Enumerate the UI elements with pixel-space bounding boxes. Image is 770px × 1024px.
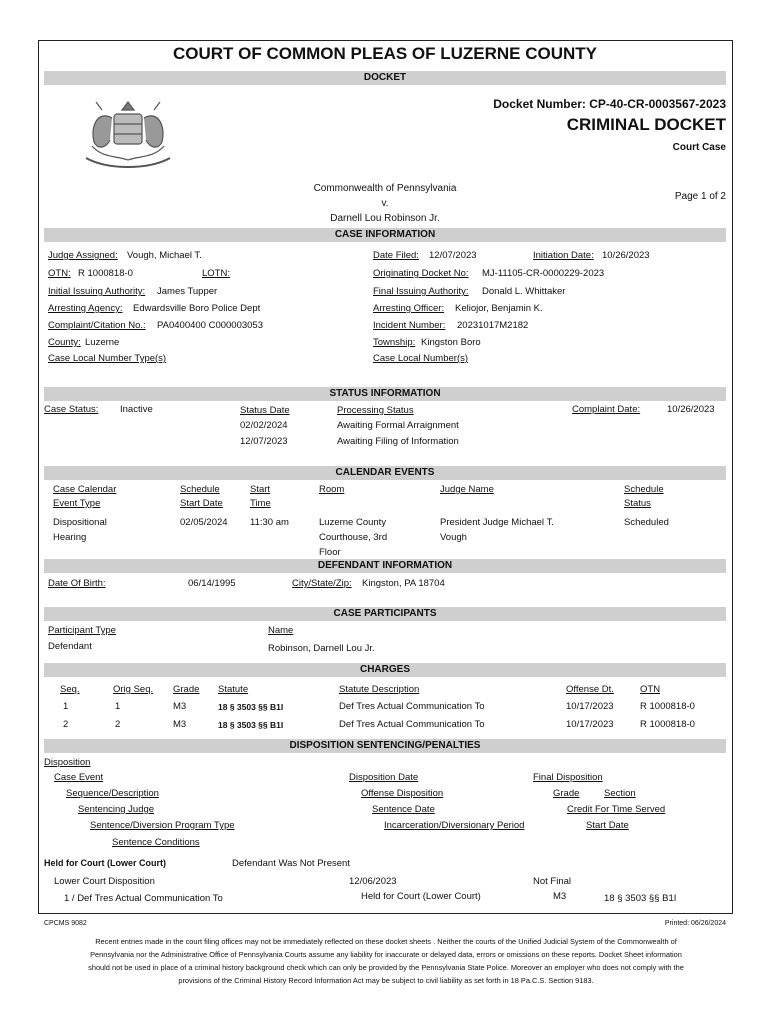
charges-col-grade: Grade [173, 684, 200, 695]
final-authority-value: Donald L. Whittaker [482, 286, 566, 297]
participant-name-header: Name [268, 625, 294, 636]
charge-statute: 18 § 3503 §§ B1I [218, 702, 284, 712]
judge-name-header: Judge Name [440, 484, 494, 495]
disposition-date-header: Disposition Date [349, 772, 419, 783]
dob-value: 06/14/1995 [188, 578, 236, 589]
disposition-bar: DISPOSITION SENTENCING/PENALTIES [44, 739, 726, 753]
event-time: 11:30 am [250, 517, 289, 528]
status-date-header: Status Date [240, 405, 290, 416]
case-information-bar: CASE INFORMATION [44, 228, 726, 242]
charge-seq: 2 [63, 719, 69, 730]
schedule-start-header: Start Date [180, 498, 223, 509]
originating-docket-label: Originating Docket No: [373, 268, 469, 279]
calendar-event-header: Event Type [53, 498, 101, 509]
criminal-docket-title: CRIMINAL DOCKET [566, 115, 726, 134]
defendant-information-bar: DEFENDANT INFORMATION [44, 559, 726, 573]
section-header: Section [604, 788, 636, 799]
otn-value: R 1000818-0 [78, 268, 133, 279]
caption-commonwealth: Commonwealth of Pennsylvania [313, 183, 457, 194]
participant-name: Robinson, Darnell Lou Jr. [268, 643, 375, 654]
charge-orig-seq: 1 [115, 701, 121, 712]
disposition-header: Disposition [44, 757, 91, 768]
case-event-header: Case Event [54, 772, 104, 783]
charge-otn: R 1000818-0 [640, 719, 695, 730]
initial-authority-label: Initial Issuing Authority: [48, 286, 146, 297]
event-room: Courthouse, 3rd [319, 532, 388, 543]
status-date: 02/02/2024 [240, 420, 288, 431]
final-authority-label: Final Issuing Authority: [373, 286, 469, 297]
date-filed-value: 12/07/2023 [429, 250, 477, 261]
city-label: City/State/Zip: [292, 578, 352, 589]
charge-grade: M3 [173, 719, 187, 730]
lower-court-disposition: Lower Court Disposition [54, 876, 155, 887]
charge-description: Def Tres Actual Communication To [339, 719, 485, 730]
offense-disposition-header: Offense Disposition [361, 788, 444, 799]
grade-header: Grade [553, 788, 580, 799]
start-date-header: Start Date [586, 820, 629, 831]
charge-grade: M3 [173, 701, 187, 712]
final-disposition-header: Final Disposition [533, 772, 603, 783]
sentence-date-header: Sentence Date [372, 804, 435, 815]
processing-status: Awaiting Filing of Information [337, 436, 459, 447]
incident-number-value: 20231017M2182 [457, 320, 529, 331]
case-status-label: Case Status: [44, 404, 99, 415]
court-title: COURT OF COMMON PLEAS OF LUZERNE COUNTY [172, 44, 598, 63]
pennsylvania-seal-icon [78, 96, 178, 172]
footer-disclaimer: Recent entries made in the court filing offices may not be immediately reflected on these docket sheets . Neither the courts of the Unified Judicial System of the Commonwealth of Pennsylvania nor the Administrative Office of Pennsylvania Courts assume any liability for inaccurate or delayed data, errors or omissions on these reports. Docket Sheet information should not be used in place of a criminal history background check which can only be provided by the Pennsylvania State Police. Moreover an employer who does not comply with the provisions of the Criminal History Record Information Act may be subject to civil liability as set forth in 18 Pa.C.S. Section 9183. [88, 937, 684, 985]
event-room: Luzerne County [319, 517, 387, 528]
disposition-grade: M3 [553, 891, 567, 902]
complaint-number-label: Complaint/Citation No.: [48, 320, 146, 331]
charge-description: Def Tres Actual Communication To [339, 701, 485, 712]
complaint-date-value: 10/26/2023 [667, 404, 715, 415]
event-type: Dispositional [53, 517, 107, 528]
caption-versus: v. [381, 198, 389, 209]
not-final: Not Final [533, 876, 572, 887]
status-date: 12/07/2023 [240, 436, 288, 447]
sequence-description-header: Sequence/Description [66, 788, 159, 799]
charges-col-description: Statute Description [339, 684, 420, 695]
event-type: Hearing [53, 532, 87, 543]
disposition-section: 18 § 3503 §§ B1I [604, 893, 677, 904]
sentence-conditions-header: Sentence Conditions [112, 837, 200, 848]
charge-offense-date: 10/17/2023 [566, 701, 614, 712]
calendar-event-header: Case Calendar [53, 484, 117, 495]
lotn-label: LOTN: [202, 268, 230, 279]
charges-col-seq: Seq. [60, 684, 80, 695]
caption-defendant: Darnell Lou Robinson Jr. [330, 213, 440, 224]
otn-label: OTN: [48, 268, 71, 279]
complaint-number-value: PA0400400 C000003053 [157, 320, 264, 331]
incident-number-label: Incident Number: [373, 320, 446, 331]
originating-docket-value: MJ-11105-CR-0000229-2023 [482, 268, 605, 279]
event-room: Floor [319, 547, 341, 558]
arresting-agency-value: Edwardsville Boro Police Dept [133, 303, 261, 314]
event-date: 02/05/2024 [180, 517, 228, 528]
dob-label: Date Of Birth: [48, 578, 106, 589]
event-status: Scheduled [624, 517, 669, 528]
charges-col-statute: Statute [218, 684, 249, 695]
arresting-officer-value: Keliojor, Benjamin K. [455, 303, 543, 314]
calendar-events-bar: CALENDAR EVENTS [44, 466, 726, 480]
docket-bar: DOCKET [44, 71, 726, 85]
participant-type-header: Participant Type [48, 625, 116, 636]
arresting-officer-label: Arresting Officer: [373, 303, 445, 314]
status-information-bar: STATUS INFORMATION [44, 387, 726, 401]
initiation-date-label: Initiation Date: [533, 250, 594, 261]
event-judge: President Judge Michael T. [440, 517, 554, 528]
initial-authority-value: James Tupper [157, 286, 218, 297]
court-case-label: Court Case [672, 142, 726, 153]
city-value: Kingston, PA 18704 [362, 578, 445, 589]
township-label: Township: [373, 337, 416, 348]
charge-otn: R 1000818-0 [640, 701, 695, 712]
participant-type: Defendant [48, 641, 92, 652]
held-for-court: Held for Court (Lower Court) [44, 858, 166, 868]
charge-orig-seq: 2 [115, 719, 121, 730]
event-judge: Vough [440, 532, 467, 543]
docket-number: Docket Number: CP-40-CR-0003567-2023 [493, 97, 726, 111]
page-number: Page 1 of 2 [674, 191, 726, 202]
start-time-header: Start [250, 484, 271, 495]
schedule-status-header: Schedule [624, 484, 664, 495]
room-header: Room [319, 484, 345, 495]
charges-col-offense-date: Offense Dt. [566, 684, 614, 695]
arresting-agency-label: Arresting Agency: [48, 303, 123, 314]
judge-value: Vough, Michael T. [127, 250, 202, 261]
schedule-start-header: Schedule [180, 484, 220, 495]
printed-date: Printed: 06/26/2024 [664, 920, 726, 927]
township-value: Kingston Boro [421, 337, 481, 348]
sentencing-judge-header: Sentencing Judge [78, 804, 155, 815]
date-filed-label: Date Filed: [373, 250, 419, 261]
credit-time-served-header: Credit For Time Served [567, 804, 666, 815]
case-status-value: Inactive [120, 404, 153, 415]
charges-bar: CHARGES [44, 663, 726, 677]
processing-status-header: Processing Status [337, 405, 414, 416]
start-time-header: Time [250, 498, 271, 509]
sentence-program-header: Sentence/Diversion Program Type [90, 820, 235, 831]
form-number: CPCMS 9082 [44, 920, 87, 927]
charge-seq: 1 [63, 701, 69, 712]
complaint-date-label: Complaint Date: [572, 404, 641, 415]
county-value: Luzerne [85, 337, 120, 348]
initiation-date-value: 10/26/2023 [602, 250, 650, 261]
offense-disposition: Held for Court (Lower Court) [361, 891, 481, 902]
judge-label: Judge Assigned: [48, 250, 118, 261]
county-label: County: [48, 337, 81, 348]
charge-offense-date: 10/17/2023 [566, 719, 614, 730]
sequence-description: 1 / Def Tres Actual Communication To [64, 893, 223, 904]
lower-court-date: 12/06/2023 [349, 876, 397, 887]
charges-col-orig-seq: Orig Seq. [113, 684, 154, 695]
processing-status: Awaiting Formal Arraignment [337, 420, 459, 431]
charge-statute: 18 § 3503 §§ B1I [218, 720, 284, 730]
charges-col-otn: OTN [640, 684, 661, 695]
case-participants-bar: CASE PARTICIPANTS [44, 607, 726, 621]
case-local-number-label: Case Local Number(s) [373, 353, 469, 364]
case-local-number-type-label: Case Local Number Type(s) [48, 353, 167, 364]
schedule-status-header: Status [624, 498, 651, 509]
incarceration-period-header: Incarceration/Diversionary Period [384, 820, 525, 831]
defendant-not-present: Defendant Was Not Present [232, 858, 350, 869]
